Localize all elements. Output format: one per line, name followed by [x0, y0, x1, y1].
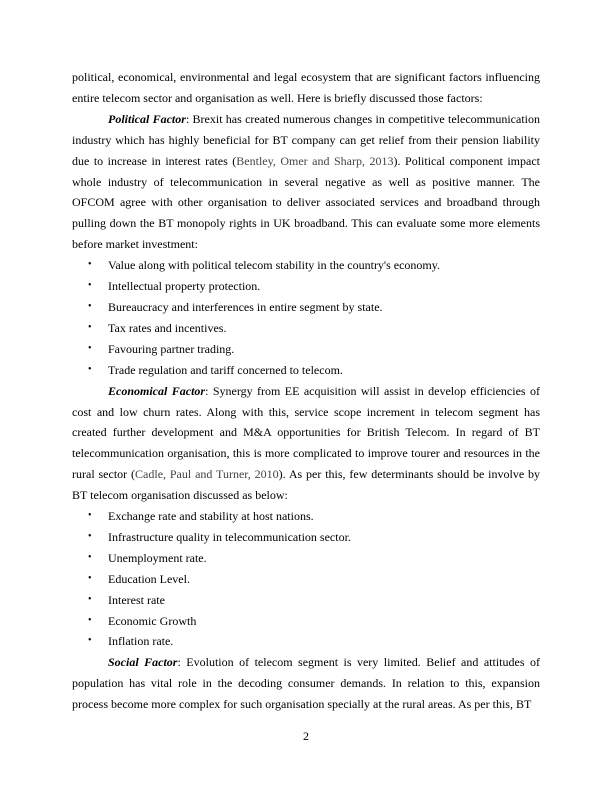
list-item [72, 506, 540, 527]
political-factor-paragraph [72, 109, 540, 255]
bullet-icon: • [88, 321, 92, 333]
list-item [72, 297, 540, 318]
list-item [72, 611, 540, 632]
bullet-icon: • [88, 551, 92, 563]
page-content [72, 67, 540, 715]
social-factor-heading: Social Factor [108, 655, 178, 670]
list-item-text: Value along with political telecom stability in the country's economy. [108, 258, 440, 273]
list-item [72, 360, 540, 381]
list-item-text: Education Level. [108, 571, 190, 586]
economical-factors-list [72, 506, 540, 652]
list-item-text: Unemployment rate. [108, 550, 207, 565]
political-factor-text-2: ). Political component impact whole industry of telecommunication in several negative as well as positive manner. The OFCOM agree with other organisation to deliver associated services and broadband through pulling down the BT monopoly rights in UK broadband. This can evaluate some more elements before market investment: [72, 153, 540, 252]
bullet-icon: • [88, 363, 92, 375]
list-item-text: Infrastructure quality in telecommunication sector. [108, 529, 351, 544]
bullet-icon: • [88, 259, 92, 271]
economical-factor-paragraph [72, 381, 540, 506]
list-item [72, 590, 540, 611]
list-item-text: Bureaucracy and interferences in entire segment by state. [108, 299, 383, 314]
bullet-icon: • [88, 614, 92, 626]
list-item [72, 255, 540, 276]
list-item [72, 276, 540, 297]
list-item-text: Economic Growth [108, 613, 197, 628]
list-item-text: Exchange rate and stability at host nations. [108, 509, 314, 524]
bullet-icon: • [88, 342, 92, 354]
economical-factor-text-1: : Synergy from EE acquisition will assist in develop efficiencies of cost and low churn rates. Along with this, service scope increment in telecom segment has created further development and M&A opportunities for British Telecom. In regard of BT telecommunication organisation, this is more complicated to improve tourer and resources in the rural sector ( [72, 383, 540, 482]
bullet-icon: • [88, 530, 92, 542]
list-item [72, 631, 540, 652]
bullet-icon: • [88, 510, 92, 522]
list-item-text: Inflation rate. [108, 634, 174, 649]
list-item [72, 569, 540, 590]
economical-factor-text-2: ). As per this, few determinants should be involve by BT telecom organisation discussed as below: [72, 467, 541, 503]
social-factor-text-1: : Evolution of telecom segment is very limited. Belief and attitudes of population has vital role in the decoding consumer demands. In relation to this, expansion process become more complex for such organisation specially at the rural areas. As per this, BT [72, 655, 540, 712]
economical-citation: Cadle, Paul and Turner, 2010 [135, 467, 279, 482]
list-item-text: Tax rates and incentives. [108, 320, 227, 335]
social-factor-paragraph [72, 652, 540, 715]
page-number: 2 [303, 729, 309, 743]
list-item [72, 339, 540, 360]
list-item [72, 548, 540, 569]
economical-factor-heading: Economical Factor [108, 383, 206, 398]
list-item [72, 318, 540, 339]
political-factors-list [72, 255, 540, 380]
list-item-text: Favouring partner trading. [108, 341, 235, 356]
political-citation: Bentley, Omer and Sharp, 2013 [236, 153, 394, 168]
bullet-icon: • [88, 572, 92, 584]
bullet-icon: • [88, 635, 92, 647]
list-item-text: Interest rate [108, 592, 165, 607]
bullet-icon: • [88, 593, 92, 605]
political-factor-text-1: : Brexit has created numerous changes in competitive telecommunication industry which has highly beneficial for BT company can get relief from their pension liability due to increase in interest rates ( [72, 111, 540, 168]
list-item-text: Trade regulation and tariff concerned to telecom. [108, 362, 343, 377]
political-factor-heading: Political Factor [108, 111, 186, 126]
bullet-icon: • [88, 300, 92, 312]
intro-paragraph: political, economical, environmental and legal ecosystem that are significant factors influencing entire telecom sector and organisation as well. Here is briefly discussed those factors: [72, 70, 540, 105]
list-item-text: Intellectual property protection. [108, 279, 261, 294]
list-item [72, 527, 540, 548]
bullet-icon: • [88, 280, 92, 292]
